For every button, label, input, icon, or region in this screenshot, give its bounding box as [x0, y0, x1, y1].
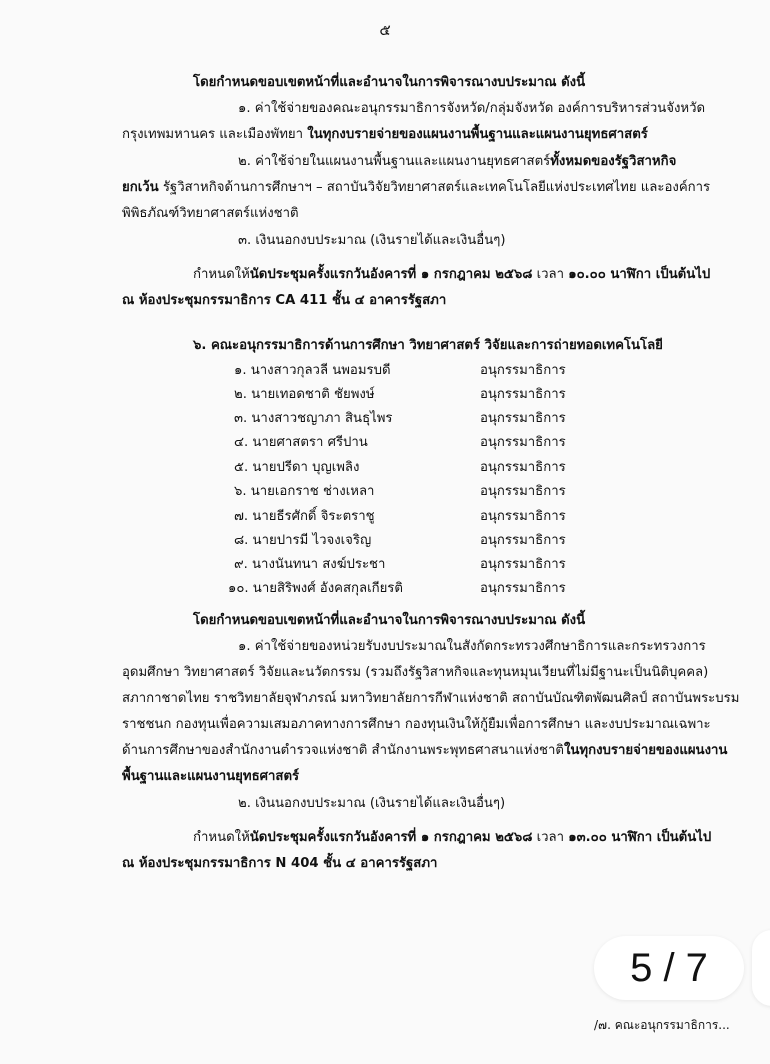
- s2-item1-line-b: อุดมศึกษา วิทยาศาสตร์ วิจัยและนวัตกรรม (รวมถึงรัฐวิสาหกิจและทุนหมุนเวียนที่ไม่มีฐานะเป็นนิติบุคคล): [122, 665, 709, 680]
- member-name: ๙. นางนันทนา สงฆ์ประชา: [234, 557, 386, 572]
- s1-item2-a-bold: ทั้งหมดของรัฐวิสาหกิจ: [550, 154, 677, 169]
- scope-heading-2: โดยกำหนดขอบเขตหน้าที่และอำนาจในการพิจารณางบประมาณ ดังนี้: [193, 613, 586, 628]
- section-6-heading: ๖. คณะอนุกรรมาธิการด้านการศึกษา วิทยาศาสตร์ วิจัยและการถ่ายทอดเทคโนโลยี: [193, 338, 663, 353]
- s2-item1-e-normal: ด้านการศึกษาของสำนักงานตำรวจแห่งชาติ สำนักงานพระพุทธศาสนาแห่งชาติ: [122, 743, 564, 758]
- s2-meeting-line-b: ณ ห้องประชุมกรรมาธิการ N 404 ชั้น ๔ อาคารรัฐสภา: [122, 856, 438, 871]
- s2-meeting-a-tail-normal: เวลา: [532, 830, 569, 845]
- member-role: อนุกรรมาธิการ: [480, 460, 566, 475]
- member-role: อนุกรรมาธิการ: [480, 557, 566, 572]
- s1-item2-line-a: [238, 153, 676, 171]
- member-name: ๗. นายธีรศักดิ์ จิระตราชู: [234, 509, 375, 524]
- member-role: อนุกรรมาธิการ: [480, 509, 566, 524]
- s1-item1-line-b: [122, 126, 648, 144]
- s1-item1-b-normal: กรุงเทพมหานคร และเมืองพัทยา: [122, 127, 308, 142]
- s1-item2-line-c: พิพิธภัณฑ์วิทยาศาสตร์แห่งชาติ: [122, 206, 299, 221]
- member-name: ๓. นางสาวชญาภา สินธุไพร: [234, 411, 393, 426]
- s1-item2-a-normal: ๒. ค่าใช้จ่ายในแผนงานพื้นฐานและแผนงานยุทธศาสตร์: [238, 154, 551, 169]
- member-role: อนุกรรมาธิการ: [480, 435, 566, 450]
- s1-meeting-a-normal: กำหนดให้: [193, 267, 250, 282]
- s2-item1-e-bold: ในทุกงบรายจ่ายของแผนงาน: [563, 743, 728, 758]
- s1-item3: ๓. เงินนอกงบประมาณ (เงินรายได้และเงินอื่นๆ): [238, 233, 506, 248]
- s2-meeting-a-normal: กำหนดให้: [193, 830, 250, 845]
- s2-item1-line-f: พื้นฐานและแผนงานยุทธศาสตร์: [122, 769, 300, 784]
- member-name: ๒. นายเทอดชาติ ชัยพงษ์: [234, 387, 375, 402]
- page-counter[interactable]: 5 / 7: [594, 936, 744, 1000]
- s1-item2-b-bold: ยกเว้น: [122, 180, 159, 195]
- s2-item2: ๒. เงินนอกงบประมาณ (เงินรายได้และเงินอื่นๆ): [238, 796, 506, 811]
- member-name: ๘. นายปารมี ไวจงเจริญ: [234, 533, 372, 548]
- page-number: ๕: [379, 21, 391, 39]
- s2-meeting-a-bold: นัดประชุมครั้งแรกวันอังคารที่ ๑ กรกฎาคม ๒๕๖๘: [249, 830, 533, 845]
- next-page-button[interactable]: [752, 930, 770, 1006]
- member-name: ๔. นายศาสตรา ศรีปาน: [234, 435, 368, 450]
- s2-item1-line-e: [122, 742, 727, 760]
- scope-heading-1: โดยกำหนดขอบเขตหน้าที่และอำนาจในการพิจารณางบประมาณ ดังนี้: [193, 75, 586, 90]
- member-role: อนุกรรมาธิการ: [480, 581, 566, 596]
- s1-meeting-a-tail-bold: ๑๐.๐๐ นาฬิกา เป็นต้นไป: [568, 267, 711, 282]
- member-role: อนุกรรมาธิการ: [480, 533, 566, 548]
- s1-item2-line-b: [122, 179, 710, 197]
- member-role: อนุกรรมาธิการ: [480, 411, 566, 426]
- s2-item1-line-c: สภากาชาดไทย ราชวิทยาลัยจุฬาภรณ์ มหาวิทยาลัยการกีฬาแห่งชาติ สถาบันบัณฑิตพัฒนศิลป์ สถาบันพระบรม: [122, 691, 740, 706]
- member-name: ๑๐. นายสิริพงศ์ อังคสกุลเกียรติ: [228, 581, 403, 596]
- s1-item1-b-bold: ในทุกงบรายจ่ายของแผนงานพื้นฐานและแผนงานยุทธศาสตร์: [307, 127, 648, 142]
- member-role: อนุกรรมาธิการ: [480, 484, 566, 499]
- s1-meeting-a-bold: นัดประชุมครั้งแรกวันอังคารที่ ๑ กรกฎาคม ๒๕๖๘: [249, 267, 533, 282]
- footer-continuation: /๗. คณะอนุกรรมาธิการ...: [594, 1018, 730, 1032]
- member-name: ๑. นางสาวกุลวลี นพอมรบดี: [234, 363, 391, 378]
- s1-meeting-line-a: [193, 266, 710, 284]
- member-name: ๖. นายเอกราช ช่างเหลา: [234, 484, 375, 499]
- s1-meeting-line-b: ณ ห้องประชุมกรรมาธิการ CA 411 ชั้น ๔ อาคารรัฐสภา: [122, 293, 447, 308]
- member-role: อนุกรรมาธิการ: [480, 387, 566, 402]
- member-name: ๕. นายปรีดา บุญเพลิง: [234, 460, 360, 475]
- s2-meeting-line-a: [193, 829, 711, 847]
- s1-meeting-a-tail-normal: เวลา: [532, 267, 569, 282]
- s1-item1-line-a: ๑. ค่าใช้จ่ายของคณะอนุกรรมาธิการจังหวัด/กลุ่มจังหวัด องค์การบริหารส่วนจังหวัด: [238, 101, 706, 116]
- s1-item2-b-normal: รัฐวิสาหกิจด้านการศึกษาฯ – สถาบันวิจัยวิทยาศาสตร์และเทคโนโลยีแห่งประเทศไทย และองค์การ: [158, 180, 711, 195]
- s2-meeting-a-tail-bold: ๑๓.๐๐ นาฬิกา เป็นต้นไป: [568, 830, 712, 845]
- s2-item1-line-d: ราชชนก กองทุนเพื่อความเสมอภาคทางการศึกษา กองทุนเงินให้กู้ยืมเพื่อการศึกษา และงบประมาณเฉพาะ: [122, 717, 711, 732]
- member-role: อนุกรรมาธิการ: [480, 363, 566, 378]
- s2-item1-line-a: ๑. ค่าใช้จ่ายของหน่วยรับงบประมาณในสังกัดกระทรวงศึกษาธิการและกระทรวงการ: [238, 639, 706, 654]
